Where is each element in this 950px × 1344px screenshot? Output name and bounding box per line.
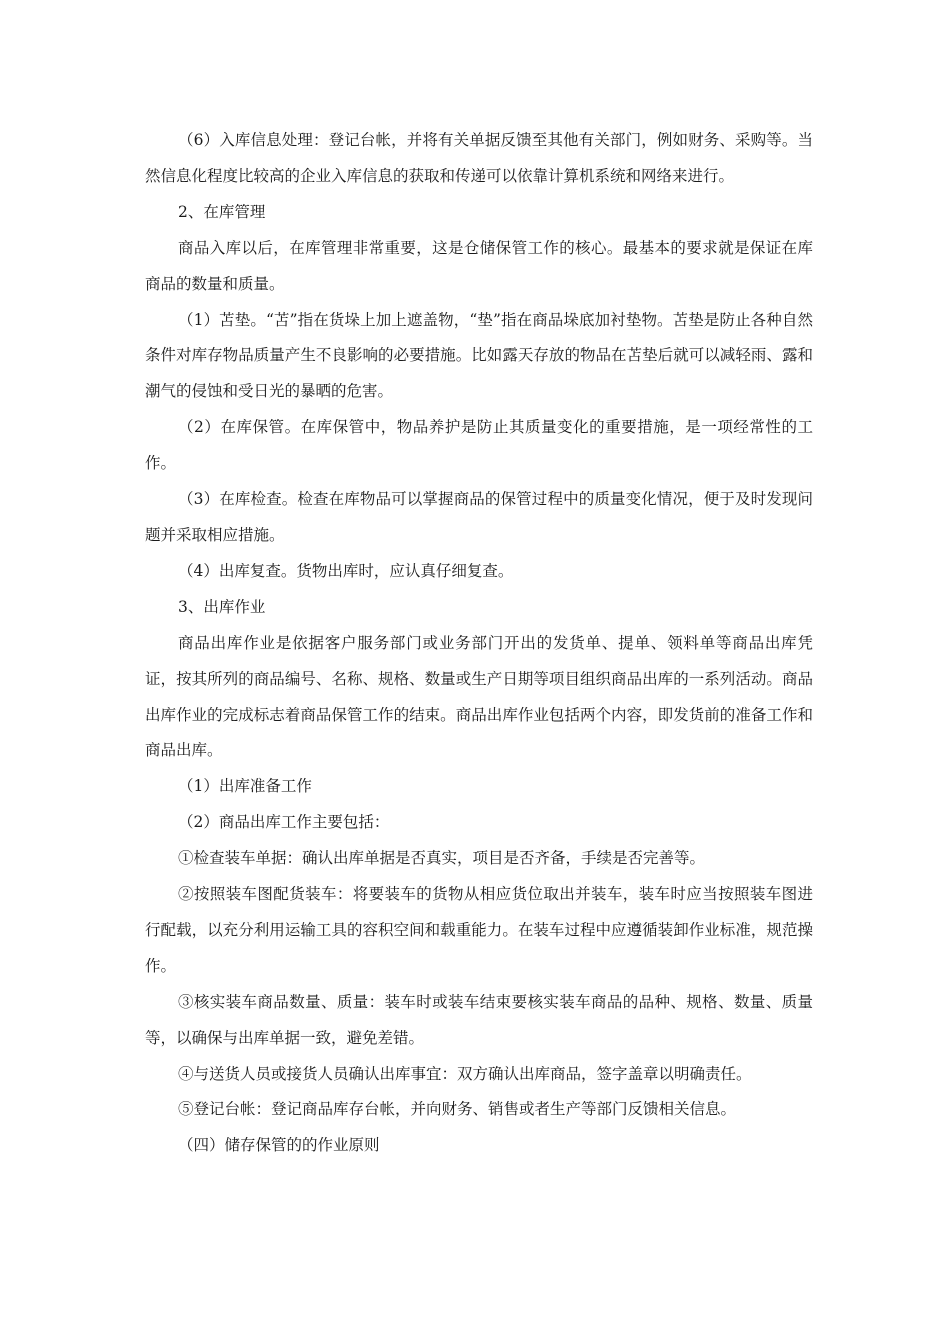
list-item-confirm-with-delivery-staff: ④与送货人员或接货人员确认出库事宜：双方确认出库商品，签字盖章以明确责任。 (178, 1064, 752, 1083)
list-item-load-per-diagram: ②按照装车图配货装车：将要装车的货物从相应货位取出并装车，装车时应当按照装车图进行配载，以充分利用运输工具的容积空间和载重能力。在装车过程中应遵循装卸作业标准，规范操作。 (145, 885, 813, 975)
paragraph-in-storage-inspection: （3）在库检查。检查在库物品可以掌握商品的保管过程中的质量变化情况，便于及时发现问题并采取相应措施。 (145, 490, 813, 544)
paragraph-outbound-preparation: （1）出库准备工作 (178, 777, 312, 796)
list-item-register-ledger: ⑤登记台帐：登记商品库存台帐，并向财务、销售或者生产等部门反馈相关信息。 (178, 1100, 737, 1119)
paragraph-inbound-info-processing: （6）入库信息处理：登记台帐，并将有关单据反馈至其他有关部门，例如财务、采购等。当然信息化程度比较高的企业入库信息的获取和传递可以依靠计算机系统和网络来进行。 (145, 131, 813, 185)
paragraph-covering-padding: （1）苫垫。“苫”指在货垛上加上遮盖物，“垫”指在商品垛底加衬垫物。苫垫是防止各种自然条件对库存物品质量产生不良影响的必要措施。比如露天存放的物品在苫垫后就可以减轻雨、露和潮气的侵蚀和受日光的暴晒的危害。 (145, 310, 813, 401)
paragraph-in-storage-intro: 商品入库以后，在库管理非常重要，这是仓储保管工作的核心。最基本的要求就是保证在库商品的数量和质量。 (145, 238, 813, 293)
list-item-verify-quantity-quality: ③核实装车商品数量、质量：装车时或装车结束要核实装车商品的品种、规格、数量、质量等，以确保与出库单据一致，避免差错。 (145, 992, 813, 1047)
list-item-check-loading-documents: ①检查装车单据：确认出库单据是否真实，项目是否齐备，手续是否完善等。 (178, 849, 706, 868)
heading-in-storage-management: 2、在库管理 (178, 202, 266, 221)
paragraph-outbound-work-includes: （2）商品出库工作主要包括： (178, 813, 390, 832)
paragraph-in-storage-keeping: （2）在库保管。在库保管中，物品养护是防止其质量变化的重要措施，是一项经常性的工作。 (145, 418, 813, 473)
document-body (145, 123, 813, 1164)
heading-storage-principles: （四）储存保管的的作业原则 (178, 1136, 380, 1155)
paragraph-outbound-recheck: （4）出库复查。货物出库时，应认真仔细复查。 (178, 561, 514, 580)
paragraph-outbound-intro: 商品出库作业是依据客户服务部门或业务部门开出的发货单、提单、领料单等商品出库凭证，按其所列的商品编号、名称、规格、数量或生产日期等项目组织商品出库的一系列活动。商品出库作业的完成标志着商品保管工作的结束。商品出库作业包括两个内容，即发货前的准备工作和商品出库。 (145, 633, 813, 760)
heading-outbound-operations: 3、出库作业 (178, 597, 266, 616)
